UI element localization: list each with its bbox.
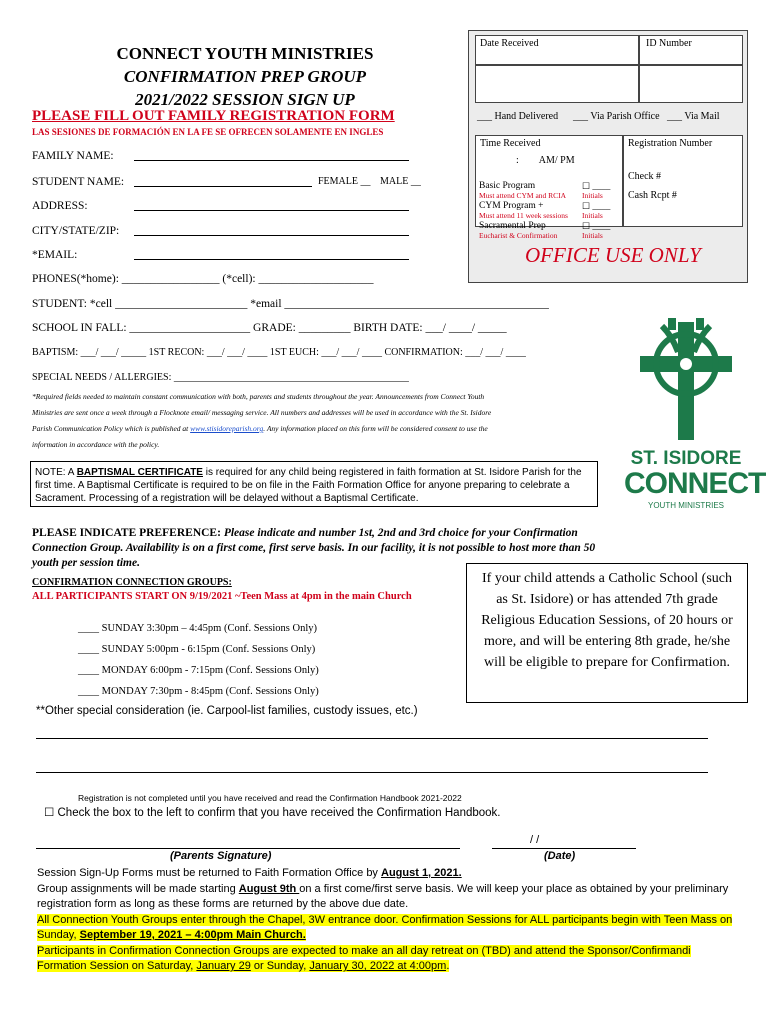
logo-line1: ST. ISIDORE	[630, 448, 742, 469]
special-needs-line[interactable]: SPECIAL NEEDS / ALLERGIES: _______________________________________________	[32, 372, 409, 383]
time-colon: :	[516, 155, 519, 166]
time-received-label: Time Received	[480, 138, 541, 149]
group-option[interactable]: ____ MONDAY 7:30pm - 8:45pm (Conf. Sessions Only)	[78, 686, 319, 697]
group-option[interactable]: ____ SUNDAY 3:30pm – 4:45pm (Conf. Sessions Only)	[78, 623, 317, 634]
required-line4: information in accordance with the policy.	[32, 440, 160, 449]
preference-body: Please indicate and number 1st, 2nd and 3rd choice for your Confirmation Connection Group. Availability is on a first come, first serve basis. In our facility, it is not possible to host more than 50 youth per session time.	[32, 527, 596, 569]
cash-receipt: Cash Rcpt #	[628, 190, 677, 201]
family-name-field[interactable]	[134, 160, 409, 161]
time-received-cell	[475, 135, 623, 240]
registration-number-label: Registration Number	[628, 138, 713, 149]
required-line3b: . Any information placed on this form will be considered consent to use the	[263, 424, 488, 433]
required-line1: *Required fields needed to maintain constant communication with both, parents and students throughout the year. Announcements from Connect Youth	[32, 392, 485, 401]
date-label: (Date)	[544, 850, 576, 862]
bottom-l2a: Group assignments will be made starting	[37, 882, 239, 895]
logo-line3: YOUTH MINISTRIES	[647, 501, 724, 510]
parents-signature-label: (Parents Signature)	[170, 850, 272, 862]
id-number-label: ID Number	[646, 38, 692, 49]
email-label: *EMAIL:	[32, 249, 78, 261]
required-note	[32, 389, 612, 453]
header-title	[30, 42, 460, 111]
am-pm: AM/ PM	[538, 155, 575, 166]
id-number-cell	[639, 35, 743, 65]
groups-title: CONFIRMATION CONNECTION GROUPS:	[32, 577, 232, 588]
groups-start: ALL PARTICIPANTS START ON 9/19/2021 ~Teen Mass at 4pm in the main Church	[32, 591, 412, 602]
hand-delivered: ___ Hand Delivered	[477, 111, 559, 122]
note-prefix: NOTE: A	[35, 467, 77, 478]
student-name-field[interactable]	[134, 186, 312, 187]
cym-note: Must attend 11 week sessions	[479, 211, 568, 220]
bottom-h2d: January 30, 2022 at 4:00pm	[309, 960, 447, 972]
female-option[interactable]: FEMALE __	[318, 176, 371, 187]
bottom-l2c: on a first come/first serve basis. We will keep your place as obtained by your preliminary registration form as long as these forms are returned by the above due date.	[37, 882, 729, 910]
basic-checkbox[interactable]: ☐ ____	[582, 181, 611, 191]
required-line3a: Parish Communication Policy which is published at	[32, 424, 191, 433]
consideration-line2[interactable]	[36, 772, 708, 773]
date-received-label: Date Received	[480, 38, 539, 49]
cym-initials: Initials	[582, 211, 603, 220]
header-line3: 2021/2022 SESSION SIGN UP	[135, 90, 355, 109]
bottom-h2a: Participants in Confirmation Connection Groups are expected to make an all day retreat on (TBD) and attend the Sponsor/Confirmandi Formation Session on Saturday,	[37, 944, 691, 972]
city-label: CITY/STATE/ZIP:	[32, 225, 120, 237]
preference-lead: PLEASE INDICATE PREFERENCE:	[32, 527, 224, 539]
bottom-h1b: September 19, 2021 – 4:00pm Main Church.	[79, 929, 306, 941]
header-line1: CONNECT YOUTH MINISTRIES	[116, 44, 374, 63]
st-isidore-logo	[624, 318, 766, 516]
phones-line[interactable]: PHONES(*home): _________________ (*cell): ____________________	[32, 273, 374, 285]
date-received-cell	[475, 35, 639, 65]
header-line2: CONFIRMATION PREP GROUP	[123, 67, 367, 86]
baptismal-note	[30, 461, 598, 507]
family-name-label: FAMILY NAME:	[32, 150, 114, 162]
sacrament-dates-line[interactable]: BAPTISM: ___/ ___/ _____ 1ST RECON: ___/ ___/ ____ 1ST EUCH: ___/ ___/ ____ CONFIRMATION: ___/ ___/ ____	[32, 347, 526, 358]
spanish-note: LAS SESIONES DE FORMACIÓN EN LA FE SE OFRECEN SOLAMENTE EN INGLES	[32, 127, 384, 137]
bottom-h2b: January 29	[196, 960, 251, 972]
office-use-box	[468, 30, 748, 283]
catholic-text: If your child attends a Catholic School (such as St. Isidore) or has attended 7th grade Religious Education Sessions, of 20 hours or more, and will be entering 8th grade, he/she will be eligible to prepare for Confirmation.	[481, 571, 733, 670]
fill-out-heading: PLEASE FILL OUT FAMILY REGISTRATION FORM	[32, 108, 395, 124]
group-option[interactable]: ____ SUNDAY 5:00pm - 6:15pm (Conf. Sessions Only)	[78, 644, 316, 655]
parents-signature-line[interactable]	[36, 848, 460, 849]
date-received-value[interactable]	[475, 65, 639, 103]
basic-program: Basic Program	[479, 181, 536, 191]
cym-checkbox[interactable]: ☐ ____	[582, 201, 611, 211]
group-option[interactable]: ____ MONDAY 6:00pm - 7:15pm (Conf. Sessions Only)	[78, 665, 319, 676]
city-field[interactable]	[134, 235, 409, 236]
office-use-only: OFFICE USE ONLY	[525, 243, 701, 267]
student-contact-line[interactable]: STUDENT: *cell _______________________ *email ______________________________________________	[32, 298, 549, 310]
registration-number-cell	[623, 135, 743, 227]
special-consideration: **Other special consideration (ie. Carpool-list families, custody issues, etc.)	[36, 705, 418, 717]
sacramental-prep: Sacramental Prep	[479, 221, 546, 231]
student-name-label: STUDENT NAME:	[32, 176, 125, 188]
male-option[interactable]: MALE __	[380, 176, 421, 187]
sacramental-initials: Initials	[582, 231, 603, 240]
bottom-l1a: Session Sign-Up Forms must be returned to Faith Formation Office by	[37, 867, 381, 879]
group-options	[78, 618, 319, 702]
bottom-l1b: August 1, 2021.	[381, 867, 462, 879]
note-certificate: BAPTISMAL CERTIFICATE	[76, 467, 203, 478]
address-field[interactable]	[134, 210, 409, 211]
date-slashes: / /	[530, 834, 540, 846]
id-number-value[interactable]	[639, 65, 743, 103]
cym-program: CYM Program +	[479, 201, 544, 211]
bottom-h2c: or Sunday,	[250, 960, 310, 972]
consideration-line1[interactable]	[36, 738, 708, 739]
basic-initials: Initials	[582, 191, 603, 200]
parish-link[interactable]: www.stisidoreparish.org	[190, 424, 264, 433]
address-label: ADDRESS:	[32, 200, 88, 212]
note-rest: is required for any child being registered in faith formation at St. Isidore Parish for the first time. A Baptismal Certificate is required to be on file in the Faith Formation Office for anyone preparing to celebrate a Sacrament. Processing of a registration will be delayed without a Baptismal Certificate.	[35, 467, 582, 504]
check-number: Check #	[628, 171, 662, 182]
bottom-h2e: .	[446, 960, 450, 972]
bottom-l2b: August 9th	[238, 882, 300, 895]
required-line2: Ministries are sent once a week through a Flocknote email/ messaging service. All numbers and addresses will be used in accordance with the St. Isidore	[32, 408, 492, 417]
handbook-checkbox[interactable]: ☐ Check the box to the left to confirm that you have received the Confirmation Handbook.	[44, 807, 501, 819]
celtic-cross-icon	[624, 318, 748, 442]
bottom-h1a: All Connection Youth Groups enter through the Chapel, 3W entrance door. Confirmation Sessions for ALL participants begin with Teen Mass on Sunday,	[37, 913, 733, 941]
email-field[interactable]	[134, 259, 409, 260]
catholic-school-box	[466, 563, 748, 703]
via-parish: ___ Via Parish Office	[573, 111, 660, 122]
basic-note: Must attend CYM and RCIA	[479, 191, 567, 200]
bottom-info	[37, 866, 737, 975]
logo-line2: CONNECT	[624, 467, 766, 500]
sacramental-checkbox[interactable]: ☐ ____	[582, 221, 611, 231]
sacramental-note: Eucharist & Confirmation	[479, 231, 558, 240]
school-line[interactable]: SCHOOL IN FALL: _____________________ GRADE: _________ BIRTH DATE: ___/ ____/ _____	[32, 322, 507, 334]
handbook-note: Registration is not completed until you have received and read the Confirmation Handbook 2021-2022	[78, 793, 462, 803]
via-mail: ___ Via Mail	[667, 111, 720, 122]
date-line[interactable]	[492, 848, 636, 849]
